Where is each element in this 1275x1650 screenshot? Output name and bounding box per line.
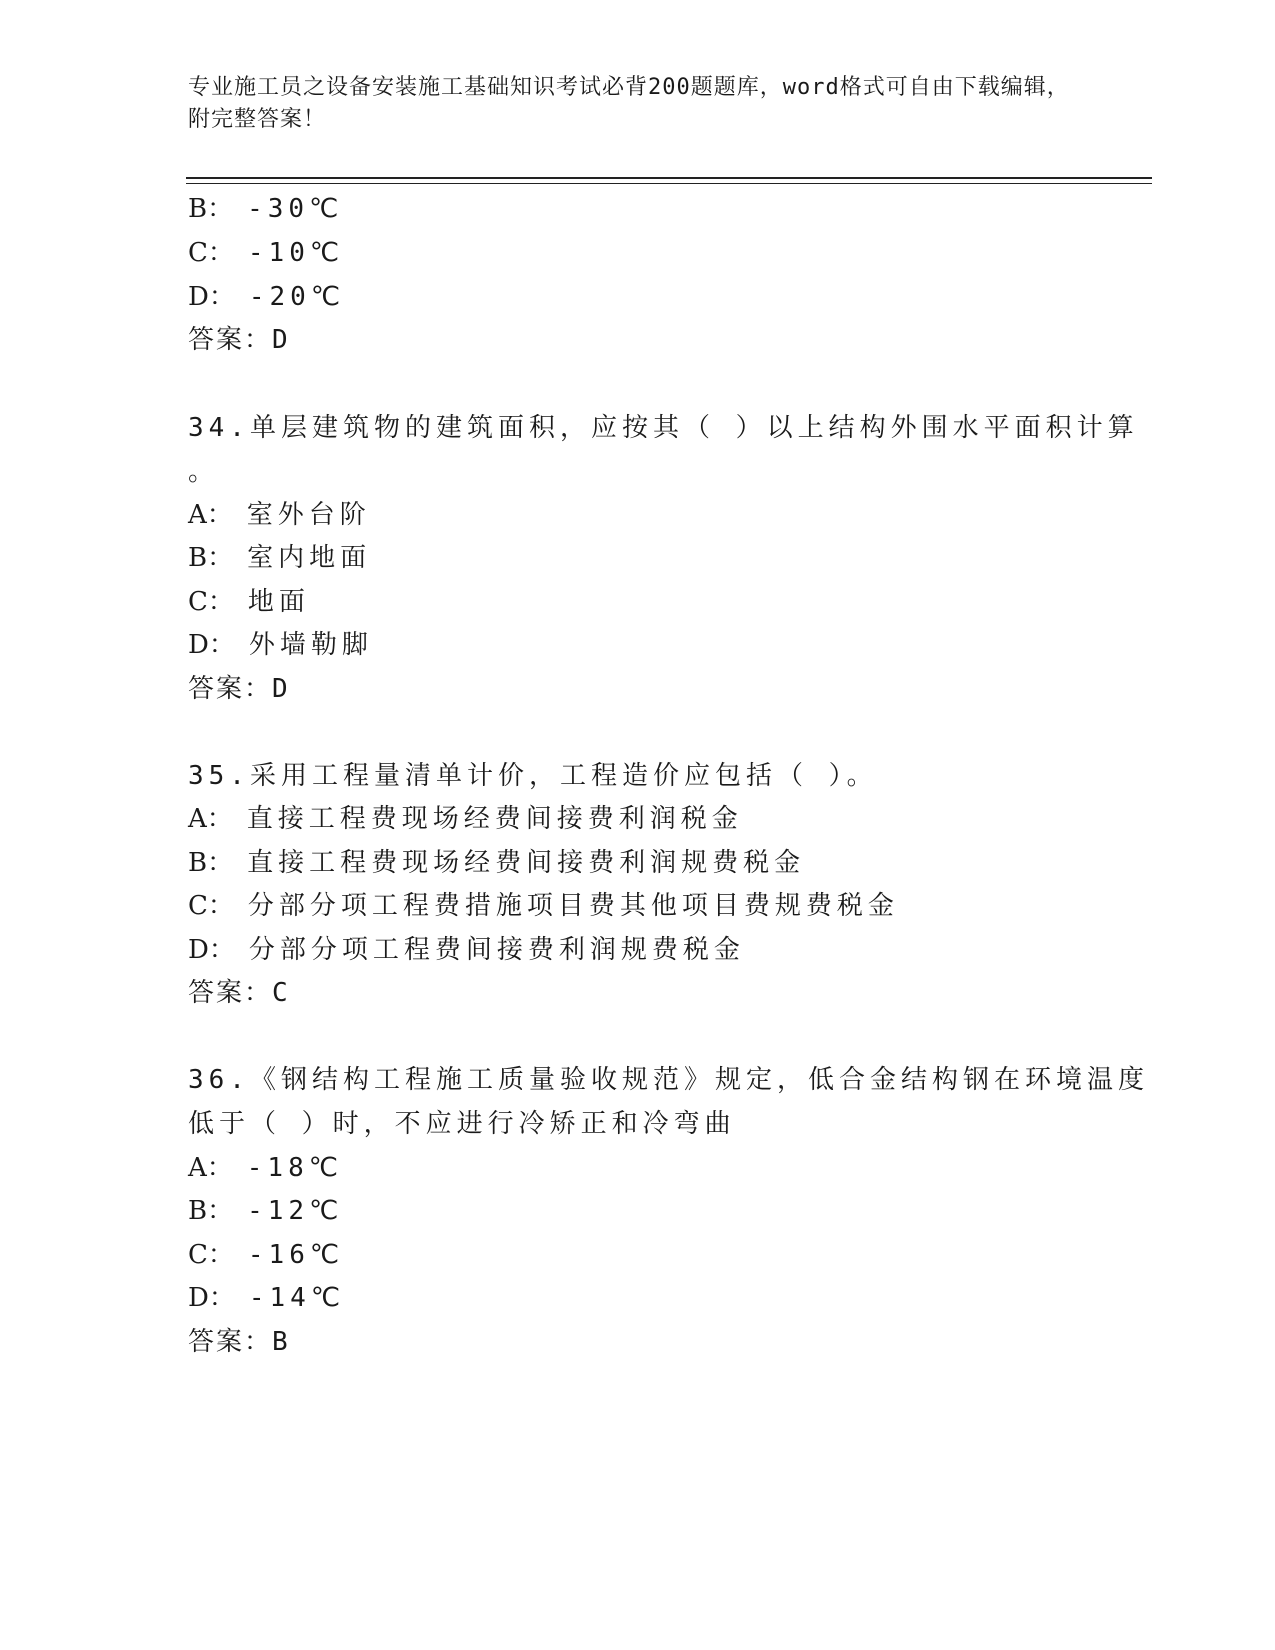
q35-option-b — [188, 847, 805, 879]
q36-option-d — [188, 1282, 345, 1314]
option-text: 直接工程费现场经费间接费利润税金 — [246, 804, 743, 834]
q34-option-b — [188, 542, 371, 574]
option-key: B： — [188, 1196, 234, 1226]
q35-stem-line1: 35.采用工程量清单计价，工程造价应包括（ ）。 — [188, 761, 878, 791]
option-text: -14℃ — [248, 1283, 346, 1313]
q36-option-a — [188, 1152, 343, 1184]
option-key: C： — [188, 238, 234, 268]
option-text: -18℃ — [246, 1153, 343, 1183]
option-key: A： — [188, 500, 233, 530]
option-text: -10℃ — [247, 238, 345, 268]
option-text: -12℃ — [247, 1196, 344, 1226]
q33-answer: 答案：D — [188, 325, 290, 355]
option-text: 室内地面 — [247, 543, 372, 573]
option-key: A： — [188, 1153, 233, 1183]
q35-option-c — [188, 890, 899, 922]
option-key: C： — [188, 587, 234, 617]
option-key: D： — [188, 630, 235, 660]
header-rule-thick — [186, 177, 1152, 179]
option-key: C： — [188, 891, 234, 921]
option-text: -16℃ — [247, 1240, 345, 1270]
option-text: -30℃ — [247, 194, 344, 224]
option-key: A： — [188, 804, 233, 834]
option-text: 分部分项工程费措施项目费其他项目费规费税金 — [247, 891, 899, 921]
option-text: 直接工程费现场经费间接费利润规费税金 — [247, 848, 806, 878]
q33-option-d — [188, 281, 345, 313]
option-text: 室外台阶 — [246, 500, 371, 530]
q35-answer: 答案：C — [188, 978, 290, 1008]
q36-option-b — [188, 1195, 343, 1227]
q34-option-c — [188, 586, 310, 618]
option-key: B： — [188, 848, 234, 878]
q34-answer: 答案：D — [188, 674, 290, 704]
q36-option-c — [188, 1239, 344, 1271]
q33-option-b — [188, 193, 343, 225]
header-rule-thin — [186, 183, 1152, 184]
q34-stem-line1: 34.单层建筑物的建筑面积，应按其（ ）以上结构外围水平面积计算 — [188, 413, 1139, 443]
q36-answer: 答案：B — [188, 1327, 290, 1357]
q34-option-d — [188, 629, 373, 661]
q35-option-a — [188, 803, 743, 835]
option-key: D： — [188, 1283, 235, 1313]
q35-option-d — [188, 934, 745, 966]
option-text: 外墙勒脚 — [248, 630, 373, 660]
option-key: D： — [188, 935, 235, 965]
q34-option-a — [188, 499, 371, 531]
q36-stem-line1: 36.《钢结构工程施工质量验收规范》规定，低合金结构钢在环境温度 — [188, 1065, 1149, 1095]
q34-stem-line2: 。 — [188, 457, 220, 487]
option-text: 地面 — [247, 587, 310, 617]
q36-stem-line2: 低于（ ）时，不应进行冷矫正和冷弯曲 — [188, 1109, 736, 1139]
document-header: 专业施工员之设备安装施工基础知识考试必背200题题库，word格式可自由下载编辑，附完整答案！ — [188, 75, 1070, 132]
option-text: 分部分项工程费间接费利润规费税金 — [248, 935, 745, 965]
option-key: B： — [188, 194, 234, 224]
option-key: B： — [188, 543, 234, 573]
option-text: -20℃ — [248, 282, 346, 312]
option-key: C： — [188, 1240, 234, 1270]
q33-option-c — [188, 237, 344, 269]
option-key: D： — [188, 282, 235, 312]
